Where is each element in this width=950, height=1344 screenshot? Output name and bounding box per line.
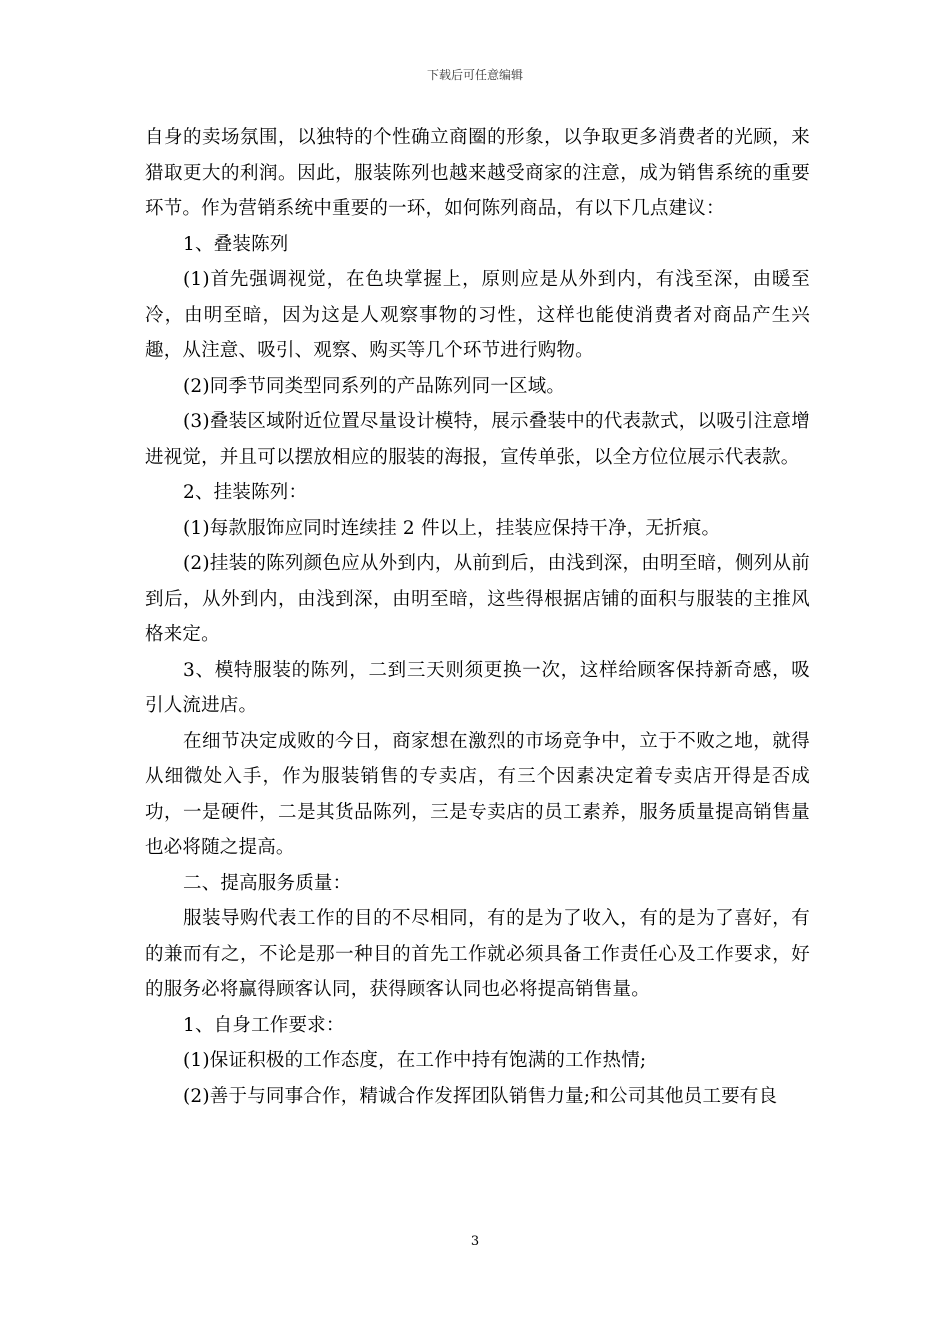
page-header: 下载后可任意编辑 [426,68,523,82]
section-heading: 二、提高服务质量： [183,872,352,894]
paragraph: (1)保证积极的工作态度，在工作中持有饱满的工作热情; [183,1050,647,1071]
section-heading: 1、叠装陈列 [183,233,289,255]
page-number: 3 [470,1234,480,1249]
paragraph: (2)善于与同事合作，精诚合作发挥团队销售力量;和公司其他员工要有良 [183,1085,778,1107]
paragraph: (2)同季节同类型同系列的产品陈列同一区域。 [183,375,566,397]
paragraph: (1)每款服饰应同时连续挂 2 件以上，挂装应保持干净，无折痕。 [183,517,721,539]
paragraph: (2)挂装的陈列颜色应从外到内，从前到后，由浅到深，由明至暗，侧列从前到后，从外到内，由浅到深，由明至暗，这些得根据店铺的面积与服装的主推风格来定。 [145,553,810,645]
section-heading: 2、挂装陈列： [183,482,308,503]
paragraph: 3、模特服装的陈列，二到三天则须更换一次，这样给顾客保持新奇感，吸引人流进店。 [145,659,810,716]
paragraph: (3)叠装区域附近位置尽量设计模特，展示叠装中的代表款式，以吸引注意增进视觉，并且可以摆放相应的服装的海报，宣传单张，以全方位位展示代表款。 [145,411,810,468]
paragraph: 在细节决定成败的今日，商家想在激烈的市场竞争中，立于不败之地，就得从细微处入手，作为服装销售的专卖店，有三个因素决定着专卖店开得是否成功，一是硬件，二是其货品陈列，三是专卖店的员工素养，服务质量提高销售量也必将随之提高。 [145,730,810,858]
paragraph: (1)首先强调视觉，在色块掌握上，原则应是从外到内，有浅至深，由暖至冷，由明至暗，因为这是人观察事物的习性，这样也能使消费者对商品产生兴趣，从注意、吸引、观察、购买等几个环节进行购物。 [145,269,810,361]
document-body [145,120,810,1114]
paragraph: 自身的卖场氛围，以独特的个性确立商圈的形象，以争取更多消费者的光顾，来猎取更大的利润。因此，服装陈列也越来越受商家的注意，成为销售系统的重要环节。作为营销系统中重要的一环，如何陈列商品，有以下几点建议： [145,127,810,219]
section-heading: 1、自身工作要求： [183,1014,345,1036]
paragraph: 服装导购代表工作的目的不尽相同，有的是为了收入，有的是为了喜好，有的兼而有之，不论是那一种目的首先工作就必须具备工作责任心及工作要求，好的服务必将赢得顾客认同，获得顾客认同也必将提高销售量。 [145,908,810,1000]
